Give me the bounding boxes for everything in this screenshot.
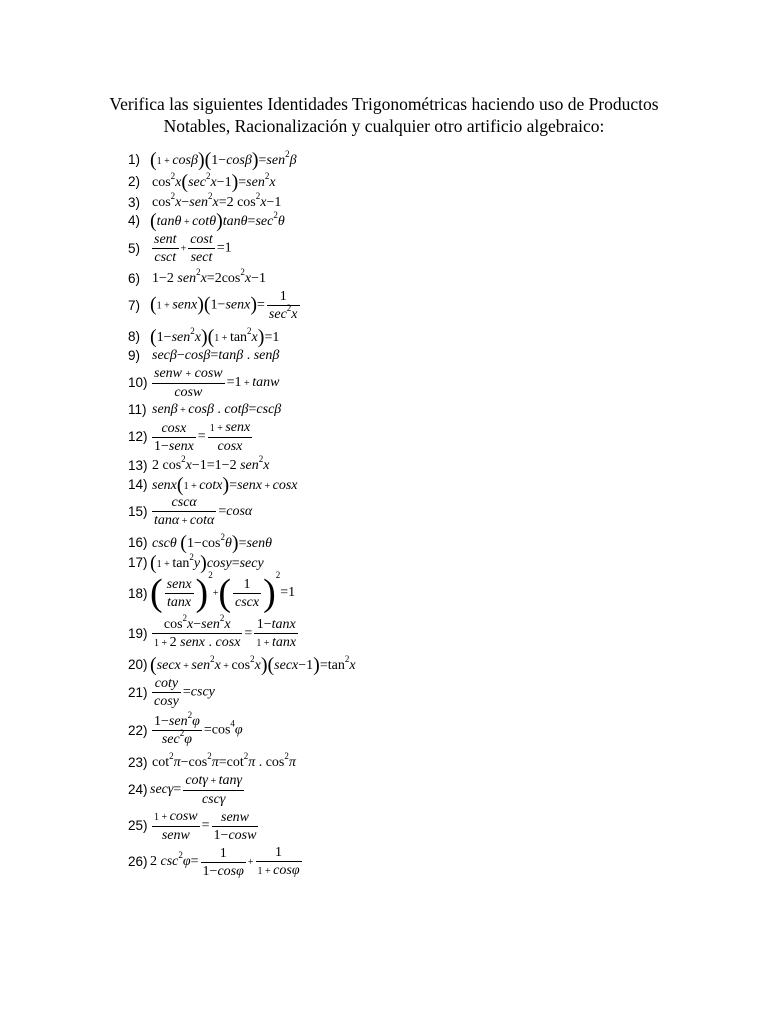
identity-number: 26) — [128, 854, 148, 869]
identity-expression: 1 + cosw senw = senw 1−cosw — [154, 809, 257, 843]
identity-number: 7) — [128, 298, 141, 313]
identity-expression: secγ= cotγ + tanγ cscγ — [150, 773, 242, 807]
identity-expression: ( senx tanx )$^2$+( 1 cscx )$^2$=1 — [150, 570, 296, 614]
page-title — [60, 93, 708, 137]
identity-number: 18) — [128, 586, 148, 601]
identity-number: 8) — [128, 329, 141, 344]
identity-expression: $\cot^2\pi-\cos^2\pi=\cot^2\pi$ . $\cos^2\pi$ — [152, 751, 296, 770]
title-line-1: Verifica las siguientes Identidades Trigonométricas haciendo uso de Productos — [109, 94, 659, 114]
identity-expression: $\frac{\cot y}{\cos y}$ =cscy — [154, 676, 215, 709]
identity-expression: 1−sen$^2$φ $\sec^2\varphi$ $=\cos^4\varphi$ — [154, 710, 243, 747]
identity-number: 6) — [128, 271, 141, 286]
identity-number: 2) — [128, 174, 141, 189]
identity-expression: (1 + cosβ)(1−cosβ)=sen$^2$β — [150, 149, 297, 171]
identity-expression: $\cos^2x(\sec^2x-1)=sen^2x$ — [152, 171, 276, 193]
identity-number: 3) — [128, 195, 141, 210]
identity-number: 14) — [128, 477, 148, 492]
identity-expression: $\cos^2x-sen^2x$ 1 + 2 senx . cosx = $\frac{1-\tan x}{1 + \tan x}$ — [154, 613, 297, 650]
identity-number: 16) — [128, 535, 148, 550]
identity-expression: secβ−cosβ=tanβ . senβ — [152, 348, 280, 363]
identity-number: 23) — [128, 755, 148, 770]
identity-expression: $(1-sen^2x)(1 + \tan^2x)=1$ — [150, 326, 280, 348]
identity-expression: cosx 1−senx = 1 + senx cosx — [154, 420, 251, 454]
identity-number: 15) — [128, 504, 148, 519]
identity-number: 20) — [128, 657, 148, 672]
identity-number: 24) — [128, 782, 148, 797]
identity-number: 12) — [128, 429, 148, 444]
identity-expression: $(1 + \tan^2y)\cos y=\sec y$ — [150, 552, 264, 574]
identity-number: 22) — [128, 723, 148, 738]
identity-number: 5) — [128, 241, 141, 256]
identity-expression: senw + cosw cosw =1 + tanw — [154, 366, 280, 400]
identity-expression: $(\sec x + sen^2x + \cos^2x)(\sec x-1)=\tan^2x$ — [150, 654, 356, 676]
identity-number: 21) — [128, 685, 148, 700]
identity-expression: 1−2 $sen^2x=2\cos^2x-1$ — [152, 267, 266, 286]
identity-number: 1) — [128, 152, 141, 167]
identity-number: 17) — [128, 555, 148, 570]
identity-expression: 2 $\cos^2x-1=1-2$ sen$^2$x — [152, 454, 270, 473]
identity-expression: 2 $\csc^2\varphi=$ $\frac{1}{1-\cos\varphi}$ + $\frac{1}{1 + \cos\varphi}$ — [150, 845, 300, 879]
identity-number: 25) — [128, 818, 148, 833]
identity-number: 9) — [128, 348, 141, 363]
identity-expression: $\cos^2x-sen^2x=2$ $\cos^2x-1$ — [152, 191, 282, 210]
identity-expression: $(\tan\theta + \cot\theta)\tan\theta=\sec^2\theta$ — [150, 210, 285, 232]
title-line-2: Notables, Racionalización y cualquier otro artificio algebraico: — [163, 116, 605, 136]
identity-expression: cscα tanα + cotα =cosα — [154, 495, 253, 528]
identity-expression: senβ + cosβ . cotβ=cscβ — [152, 402, 282, 417]
identity-expression: senx(1 + cotx)=senx + cosx — [152, 474, 298, 496]
identity-number: 19) — [128, 626, 148, 641]
identity-number: 10) — [128, 375, 148, 390]
identity-expression: (1 + senx)(1−senx)= 1 $\sec^2x$ — [150, 289, 298, 322]
identity-expression: sent csct + cost sect =1 — [154, 232, 232, 265]
identity-expression: cscθ $(1-\cos^2\theta)=sen\theta$ — [152, 532, 273, 554]
identity-number: 13) — [128, 458, 148, 473]
identity-number: 4) — [128, 213, 141, 228]
identity-number: 11) — [128, 402, 147, 417]
